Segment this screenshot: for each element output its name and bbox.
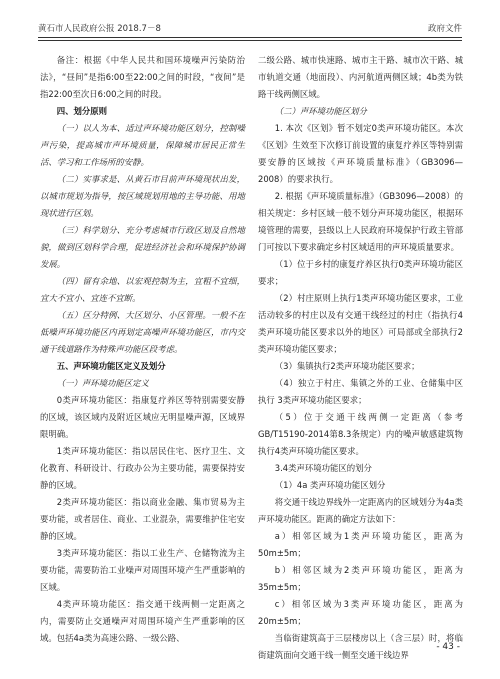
- paragraph: （3）集镇执行2类声环境功能区要求；: [274, 361, 420, 371]
- left-column: [40, 52, 245, 647]
- section-label: 政府文件: [427, 24, 462, 34]
- page-number: - 43 -: [436, 642, 460, 652]
- paragraph: （三）科学划分、充分考虑城市行政区划及自然地貌，做到区划科学合理，促进经济社会和环境保护协调发展。: [40, 225, 245, 269]
- section-heading: 四、划分原则: [56, 106, 108, 116]
- paragraph: 当临街建筑高于三层楼房以上（含三层）时，将临街建筑面向交通干线一侧至交通干线边界: [258, 633, 463, 660]
- paragraph: （2）村庄原则上执行1类声环境功能区要求，工业活动较多的村庄以及有交通干线经过的村庄（指执行4类声环境功能区要求以外的地区）可局部或全部执行2类声环境功能区要求；: [258, 293, 463, 354]
- paragraph: c）相邻区域为3类声环境功能区，距离为20m±5m；: [258, 599, 463, 626]
- page-header: [38, 22, 462, 36]
- header-rule-thick: [38, 37, 462, 38]
- journal-title: 黄石市人民政府公报 2018.7－8: [38, 24, 161, 34]
- paragraph: （四）留有余地、以宏观控制为主，宜粗不宜细，宜大不宜小、宜连不宜断。: [40, 276, 245, 303]
- paragraph: （1）位于乡村的康复疗养区执行0类声环境功能区要求；: [258, 259, 463, 286]
- paragraph: 2. 根据《声环境质量标准》（GB3096—2008）的相关规定：乡村区域一般不划分声环境功能区，根据环境管理的需要，县级以上人民政府环境保护行政主管部门可按以下要求确定乡村区域适用的声环境质量要求。: [258, 191, 463, 252]
- paragraph: a）相邻区域为1类声环境功能区，距离为50m±5m；: [258, 531, 463, 558]
- paragraph: b）相邻区域为2类声环境功能区，距离为35m±5m；: [258, 565, 463, 592]
- paragraph: （五）区分特例、大区划分、小区管理。一般不在低噪声环境功能区内再划定高噪声环境功能区，市内交通干线道路作为特殊声功能区段考虑。: [40, 310, 245, 354]
- paragraph: 1类声环境功能区：指以居民住宅、医疗卫生、文化教育、科研设计、行政办公为主要功能，需要保持安静的区域。: [40, 446, 245, 490]
- paragraph: 将交通干线边界线外一定距离内的区域划分为4a类声环境功能区。距离的确定方法如下：: [258, 497, 463, 524]
- paragraph: 备注：根据《中华人民共和国环境噪声污染防治法》，“昼间”是指6:00至22:00之间的时段，“夜间”是指22:00至次日6:00之间的时段。: [40, 55, 245, 99]
- paragraph: （一）声环境功能区定义: [56, 378, 149, 388]
- header-rule-thin: [38, 40, 462, 41]
- paragraph: 二级公路、城市快速路、城市主干路、城市次干路、城市轨道交通（地面段）、内河航道两侧区域；4b类为铁路干线两侧区域。: [258, 55, 463, 99]
- paragraph: （一）以人为本、适过声环境功能区划分，控制噪声污染，提高城市声环境质量，保障城市居民正常生活、学习和工作场所的安静。: [40, 123, 245, 167]
- paragraph: 2类声环境功能区：指以商业金融、集市贸易为主要功能，或者居住、商业、工业混杂，需要维护住宅安静的区域。: [40, 497, 245, 541]
- paragraph: 0类声环境功能区：指康复疗养区等特别需要安静的区域，该区域内及附近区域应无明显噪声源，区域界限明确。: [40, 395, 245, 439]
- paragraph: （5）位于交通干线两侧一定距离（参考GB/T15190-2014第8.3条规定）内的噪声敏感建筑物执行4类声环境功能区要求。: [258, 412, 463, 456]
- paragraph: （4）独立于村庄、集镇之外的工业、仓储集中区执行 3类声环境功能区要求；: [258, 378, 463, 405]
- section-heading: 五、声环境功能区定义及划分: [56, 361, 166, 371]
- paragraph: 3.4类声环境功能区的划分: [274, 463, 372, 473]
- paragraph: 4类声环境功能区：指交通干线两侧一定距离之内，需要防止交通噪声对周围环境产生严重影响的区域。包括4a类为高速公路、一级公路、: [40, 599, 245, 643]
- paragraph: 1. 本次《区划》暂不划定0类声环境功能区。本次《区划》生效至下次修订前设置的康复疗养区等特别需要安静的区域按《声环境质量标准》（GB3096—2008）的要求执行。: [258, 123, 463, 184]
- paragraph: （1）4a 类声环境功能区划分: [274, 480, 386, 490]
- paragraph: （二）声环境功能区划分: [274, 106, 367, 116]
- paragraph: 3类声环境功能区：指以工业生产、仓储物流为主要功能，需要防治工业噪声对周围环境产生严重影响的区域。: [40, 548, 245, 592]
- right-column: [258, 52, 463, 664]
- paragraph: （二）实事求是、从黄石市目前声环境现状出发，以城市规划为指导，按区域规划用地的主导功能、用地现状进行区划。: [40, 174, 245, 218]
